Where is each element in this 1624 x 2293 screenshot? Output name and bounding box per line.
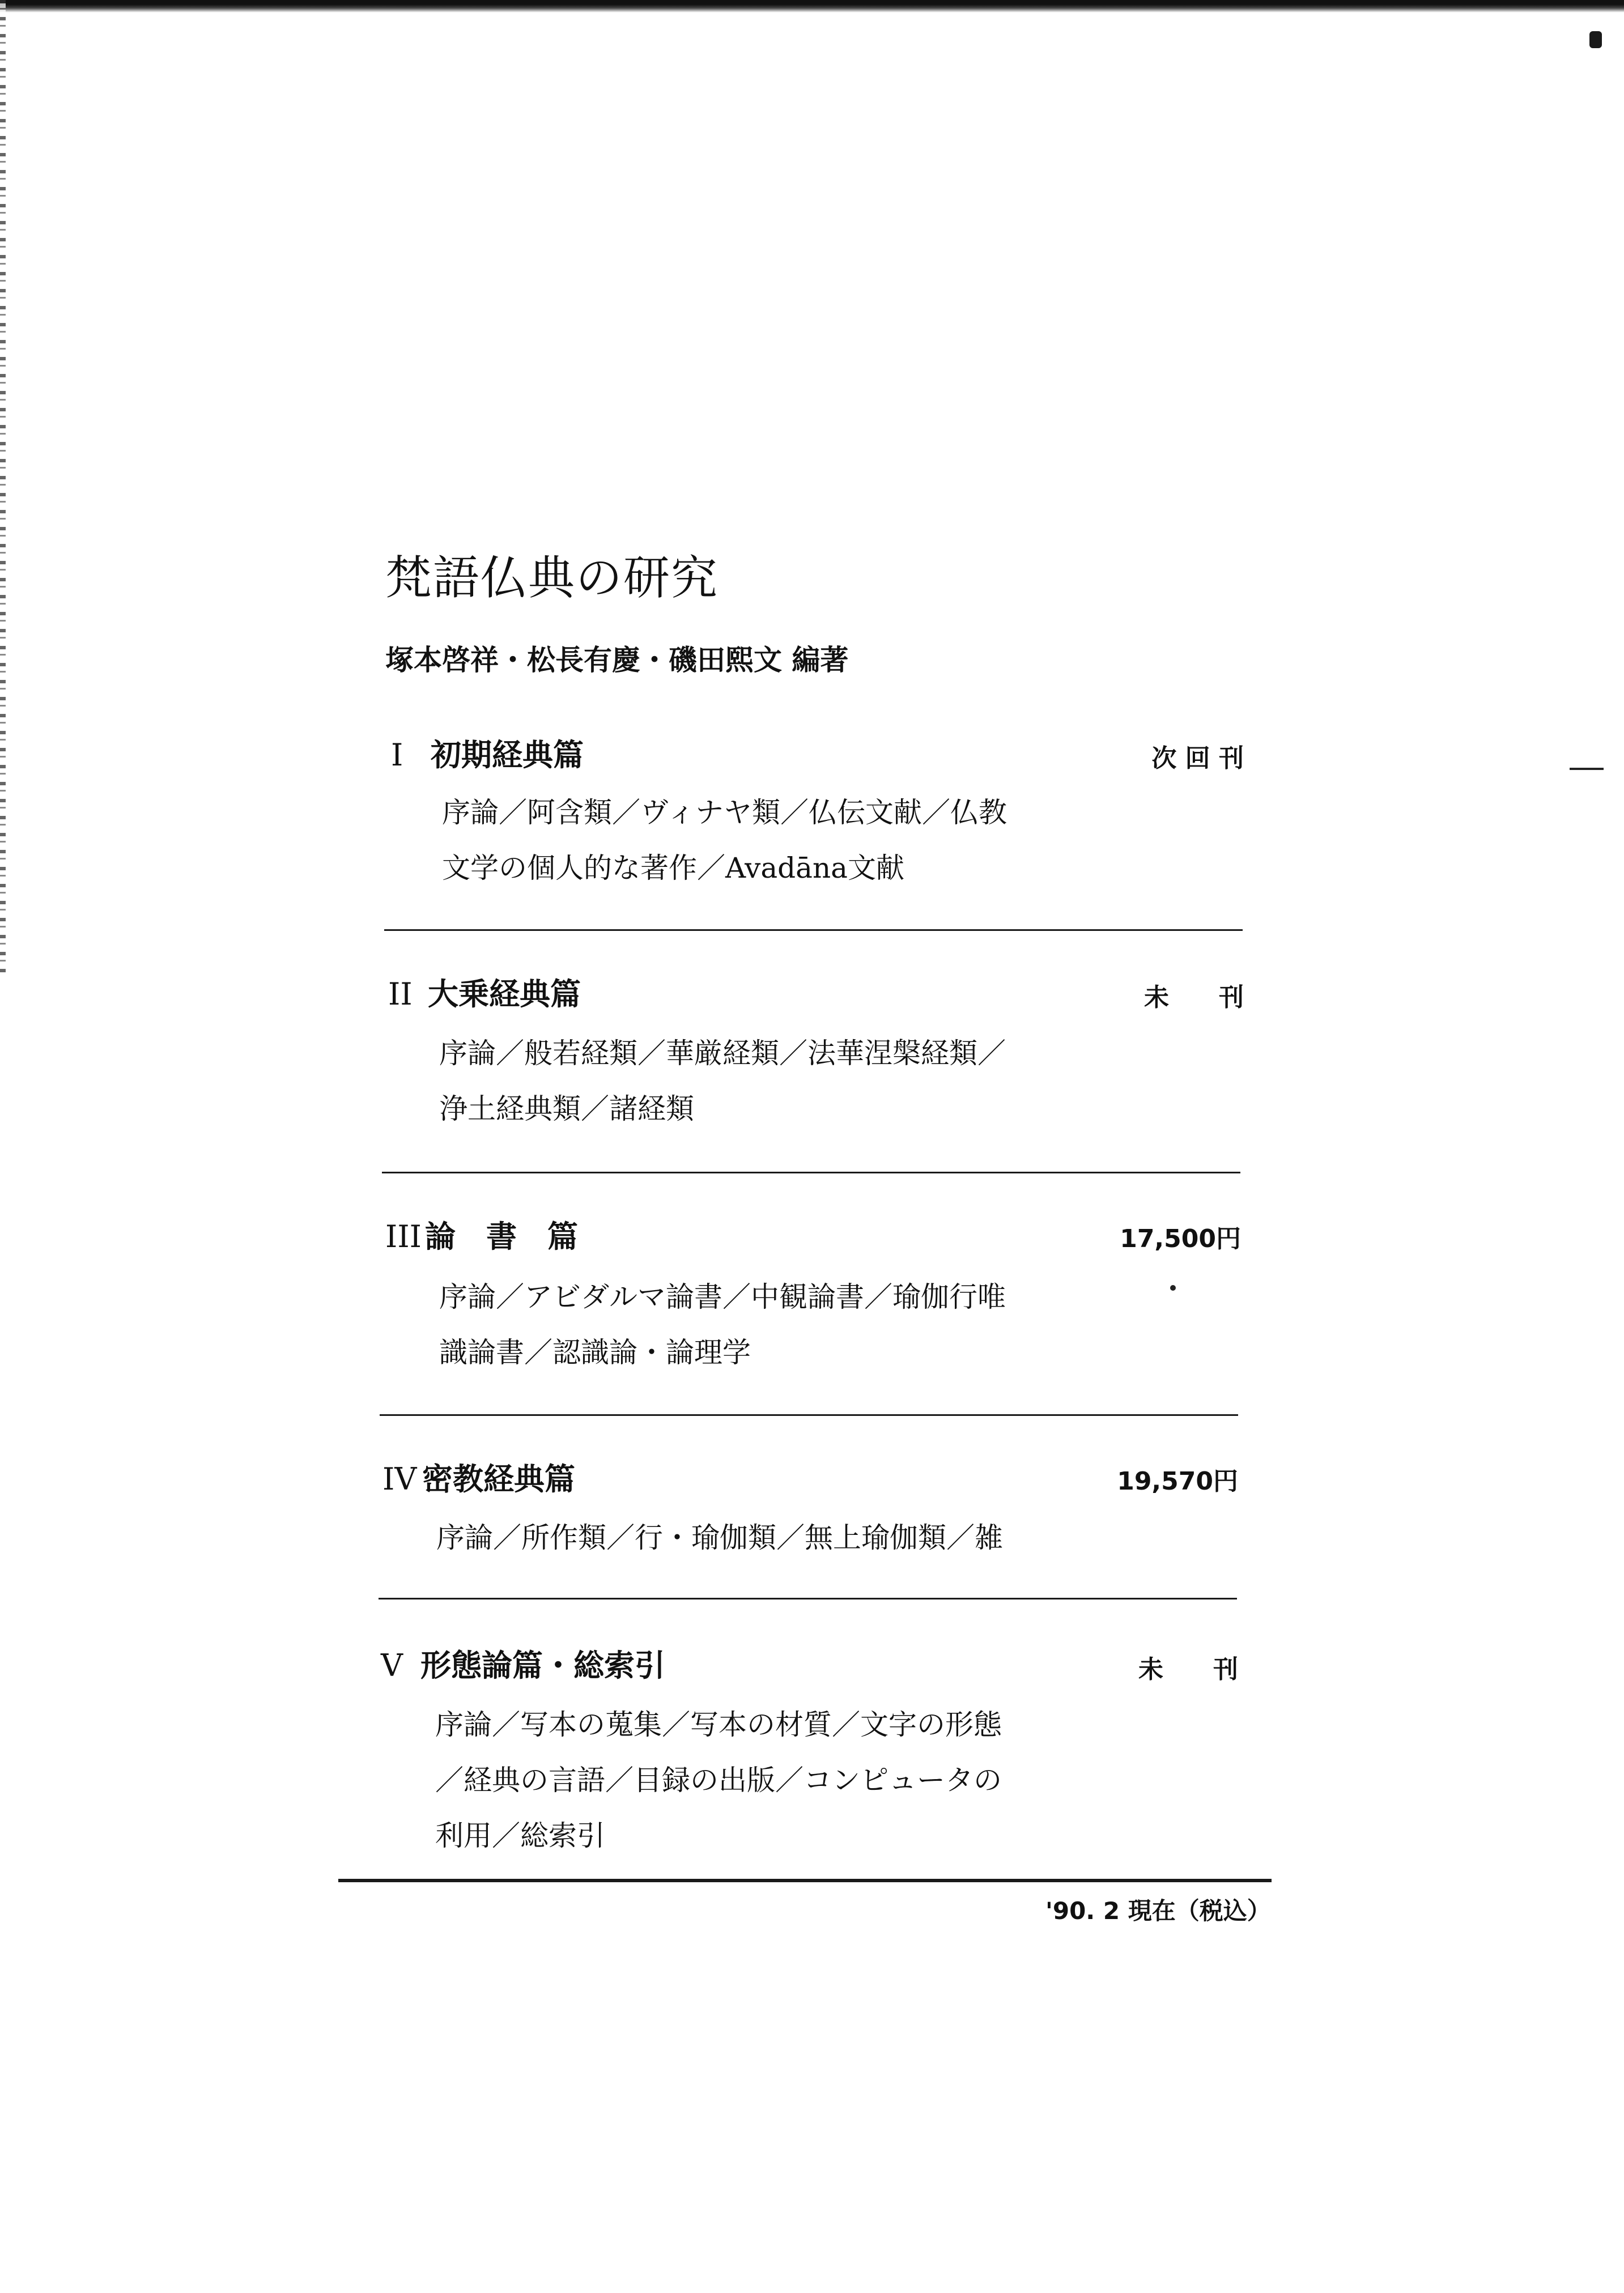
section-heading-2 [388,970,581,1014]
section-status-4: 19,570円 [1117,1467,1238,1496]
section-numeral: II [388,976,413,1012]
section-description-2 [439,1026,1006,1137]
description-line: 序論／アビダルマ論書／中観論書／瑜伽行唯 [439,1280,1006,1313]
bottom-rule [338,1879,1272,1882]
section-status-5: 未 刊 [1138,1655,1238,1684]
description-line: 文学の個人的な著作／Avadāna文献 [442,852,904,884]
description-line: 浄土経典類／諸経類 [439,1092,694,1125]
price-footnote: '90. 2 現在（税込） [1045,1897,1271,1925]
section-description-1 [442,785,1007,896]
section-name: 密教経典篇 [422,1461,575,1497]
section-divider [384,929,1243,931]
section-numeral: V [381,1648,403,1683]
description-line: 序論／所作類／行・瑜伽類／無上瑜伽類／雑 [436,1521,1003,1554]
book-title: 梵語仏典の研究 [385,551,719,605]
scan-left-edge [0,0,6,975]
section-divider [379,1598,1237,1599]
section-numeral: IV [382,1461,417,1497]
description-line: ／経典の言語／目録の出版／コンピュータの [435,1764,1002,1797]
scan-top-edge [0,0,1624,12]
section-numeral: I [391,737,403,773]
description-line: 序論／写本の蒐集／写本の材質／文字の形態 [435,1708,1002,1741]
scan-corner-mark [1589,31,1602,48]
section-name: 初期経典篇 [431,737,584,773]
section-name: 形態論篇・総索引 [420,1648,665,1683]
section-status-3: 17,500円 [1120,1224,1241,1253]
description-line: 識論書／認識論・論理学 [439,1336,751,1369]
section-divider [380,1414,1238,1416]
section-divider [382,1172,1240,1173]
scan-margin-mark [1570,768,1604,770]
section-heading-3 [385,1213,578,1256]
description-line: 序論／般若経類／華厳経類／法華涅槃経類／ [439,1037,1006,1070]
authors-line: 塚本啓祥・松長有慶・磯田熙文 編著 [385,644,849,677]
section-numeral: III [385,1219,422,1254]
section-heading-4 [382,1455,575,1499]
stray-dot [1170,1285,1176,1291]
section-name: 論 書 篇 [425,1219,578,1254]
section-heading-1 [391,731,584,775]
section-heading-5 [381,1641,665,1685]
section-description-3 [439,1269,1006,1380]
section-description-4 [436,1510,1003,1565]
section-status-1: 次 回 刊 [1151,744,1244,773]
section-name: 大乗経典篇 [428,976,581,1012]
description-line: 利用／総索引 [435,1819,605,1852]
section-status-2: 未 刊 [1144,983,1244,1012]
description-line: 序論／阿含類／ヴィナヤ類／仏伝文献／仏教 [442,796,1007,829]
section-description-5 [435,1697,1002,1864]
